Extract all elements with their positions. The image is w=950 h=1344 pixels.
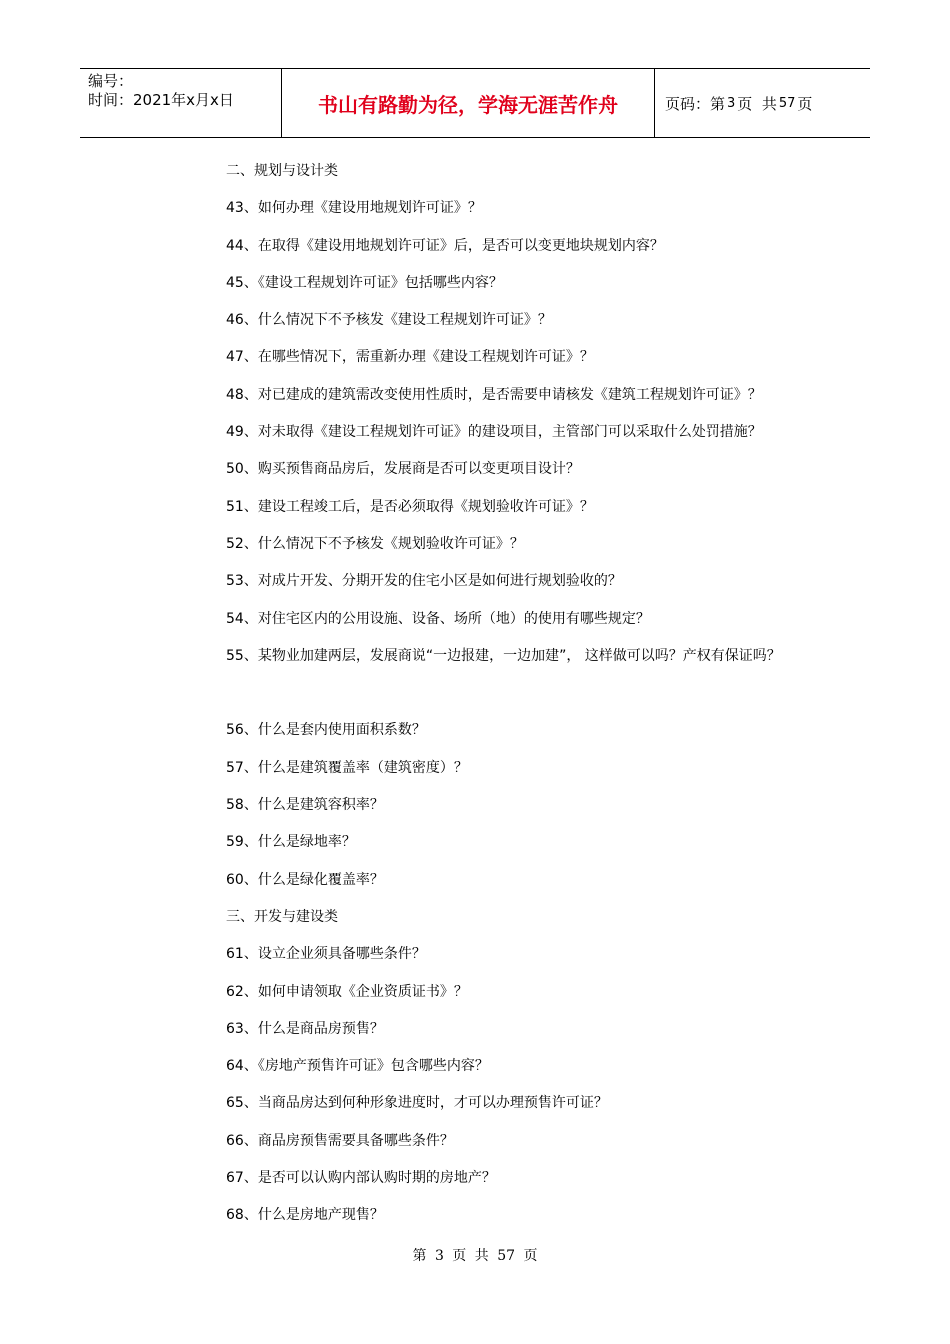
- question-item: 62、如何申请领取《企业资质证书》？: [226, 983, 468, 1000]
- page-mid: 页 共: [737, 94, 777, 113]
- header-page-info: [655, 69, 870, 137]
- question-item: 47、在哪些情况下，需重新办理《建设工程规划许可证》？: [226, 349, 594, 366]
- question-item: 44、在取得《建设用地规划许可证》后，是否可以变更地块规划内容？: [226, 237, 664, 254]
- section-heading: 三、开发与建设类: [226, 908, 338, 925]
- question-item: 51、建设工程竣工后，是否必须取得《规划验收许可证》？: [226, 498, 594, 515]
- page-current: 3: [727, 95, 736, 111]
- question-item: 45、《建设工程规划许可证》包括哪些内容？: [226, 274, 503, 291]
- question-item: 65、当商品房达到何种形象进度时，才可以办理预售许可证？: [226, 1095, 608, 1112]
- section-heading: 二、规划与设计类: [226, 163, 338, 179]
- blank-line: [226, 677, 886, 714]
- question-item: 56、什么是套内使用面积系数？: [226, 722, 426, 739]
- page-total: 57: [778, 95, 796, 111]
- page-header: [80, 68, 870, 138]
- question-item: 64、《房地产预售许可证》包含哪些内容？: [226, 1058, 489, 1075]
- question-item: 50、购买预售商品房后，发展商是否可以变更项目设计？: [226, 461, 580, 478]
- question-item: 49、对未取得《建设工程规划许可证》的建设项目，主管部门可以采取什么处罚措施？: [226, 424, 762, 441]
- question-item: 67、是否可以认购内部认购时期的房地产？: [226, 1170, 496, 1187]
- question-item: 66、商品房预售需要具备哪些条件？: [226, 1132, 454, 1149]
- header-meta: [80, 69, 282, 137]
- question-item: 63、什么是商品房预售？: [226, 1020, 384, 1037]
- question-item: 54、对住宅区内的公用设施、设备、场所（地）的使用有哪些规定？: [226, 610, 650, 627]
- question-item: 61、设立企业须具备哪些条件？: [226, 946, 426, 963]
- question-list: [226, 155, 886, 1237]
- question-item: 57、什么是建筑覆盖率（建筑密度）？: [226, 759, 468, 776]
- question-item: 59、什么是绿地率？: [226, 834, 356, 851]
- question-item: 68、什么是房地产现售？: [226, 1207, 384, 1224]
- page-suffix: 页: [797, 94, 813, 113]
- page-footer: 第 3 页 共 57 页: [412, 1248, 538, 1264]
- document-date: 时间：2021年x月x日: [88, 91, 234, 109]
- question-item: 48、对已建成的建筑需改变使用性质时，是否需要申请核发《建筑工程规划许可证》？: [226, 386, 762, 403]
- question-item: 46、什么情况下不予核发《建设工程规划许可证》？: [226, 312, 552, 329]
- question-item: 52、什么情况下不予核发《规划验收许可证》？: [226, 535, 524, 552]
- header-motto: 书山有路勤为径，学海无涯苦作舟: [282, 69, 655, 137]
- question-item: 60、什么是绿化覆盖率？: [226, 871, 384, 888]
- question-item: 53、对成片开发、分期开发的住宅小区是如何进行规划验收的？: [226, 573, 622, 590]
- document-number-label: 编号：: [88, 72, 134, 90]
- question-item: 43、如何办理《建设用地规划许可证》？: [226, 200, 482, 217]
- question-item: 55、某物业加建两层，发展商说“一边报建，一边加建”， 这样做可以吗？产权有保证吗？: [226, 647, 781, 664]
- question-item: 58、什么是建筑容积率？: [226, 797, 384, 814]
- page-prefix: 页码：第: [665, 94, 726, 113]
